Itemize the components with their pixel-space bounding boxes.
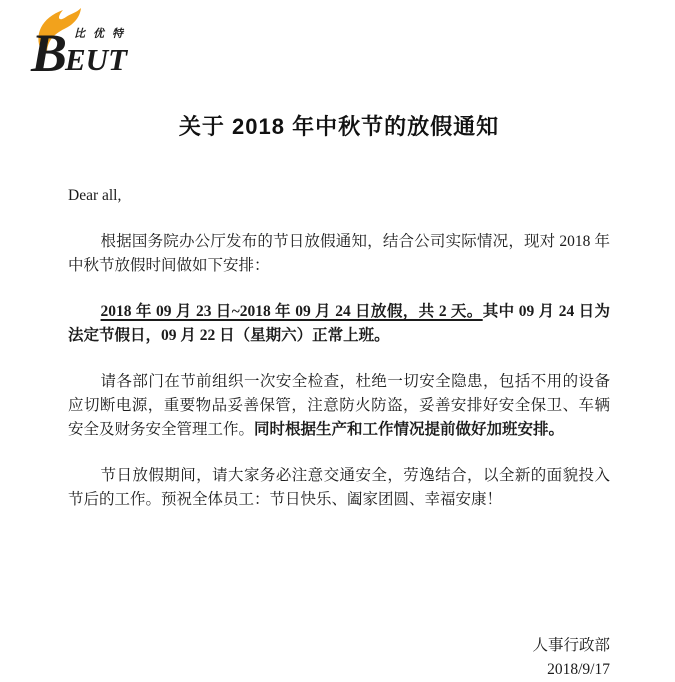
signature-date: 2018/9/17 (547, 661, 610, 678)
logo-chinese-name: 比优特 (74, 28, 131, 40)
paragraph-safety (68, 370, 610, 442)
holiday-dates-detail: 其中 09 月 24 日为法定节假日，09 月 22 日（星期六）正常上班。 (68, 303, 610, 344)
logo-letters-eut: EUT (65, 42, 127, 76)
document-title: 关于 2018 年中秋节的放假通知 (178, 114, 500, 139)
holiday-dates-underlined: 2018 年 09 月 23 日~2018 年 09 月 24 日放假，共 2 天。 (100, 303, 483, 320)
wishes-text: 节日放假期间，请大家务必注意交通安全，劳逸结合，以全新的面貌投入节后的工作。预祝全体员工：节日快乐、阖家团圆、幸福安康！ (68, 467, 610, 508)
signature-block (532, 634, 610, 682)
document-body (68, 0, 610, 512)
paragraph-wishes (68, 464, 610, 512)
signature-department: 人事行政部 (532, 637, 610, 654)
intro-text: 根据国务院办公厅发布的节日放假通知，结合公司实际情况，现对 2018 年中秋节放假时间做如下安排： (68, 233, 610, 274)
safety-text: 请各部门在节前组织一次安全检查，杜绝一切安全隐患，包括不用的设备应切断电源，重要物品妥善保管，注意防火防盗，妥善安排好安全保卫、车辆安全及财务安全管理工作。 (68, 373, 610, 438)
logo-letter-b: B (31, 23, 68, 76)
paragraph-intro (68, 230, 610, 278)
safety-overtime-note: 同时根据生产和工作情况提前做好加班安排。 (254, 421, 565, 438)
paragraph-holiday-dates (68, 300, 610, 348)
salutation: Dear all, (68, 187, 122, 204)
